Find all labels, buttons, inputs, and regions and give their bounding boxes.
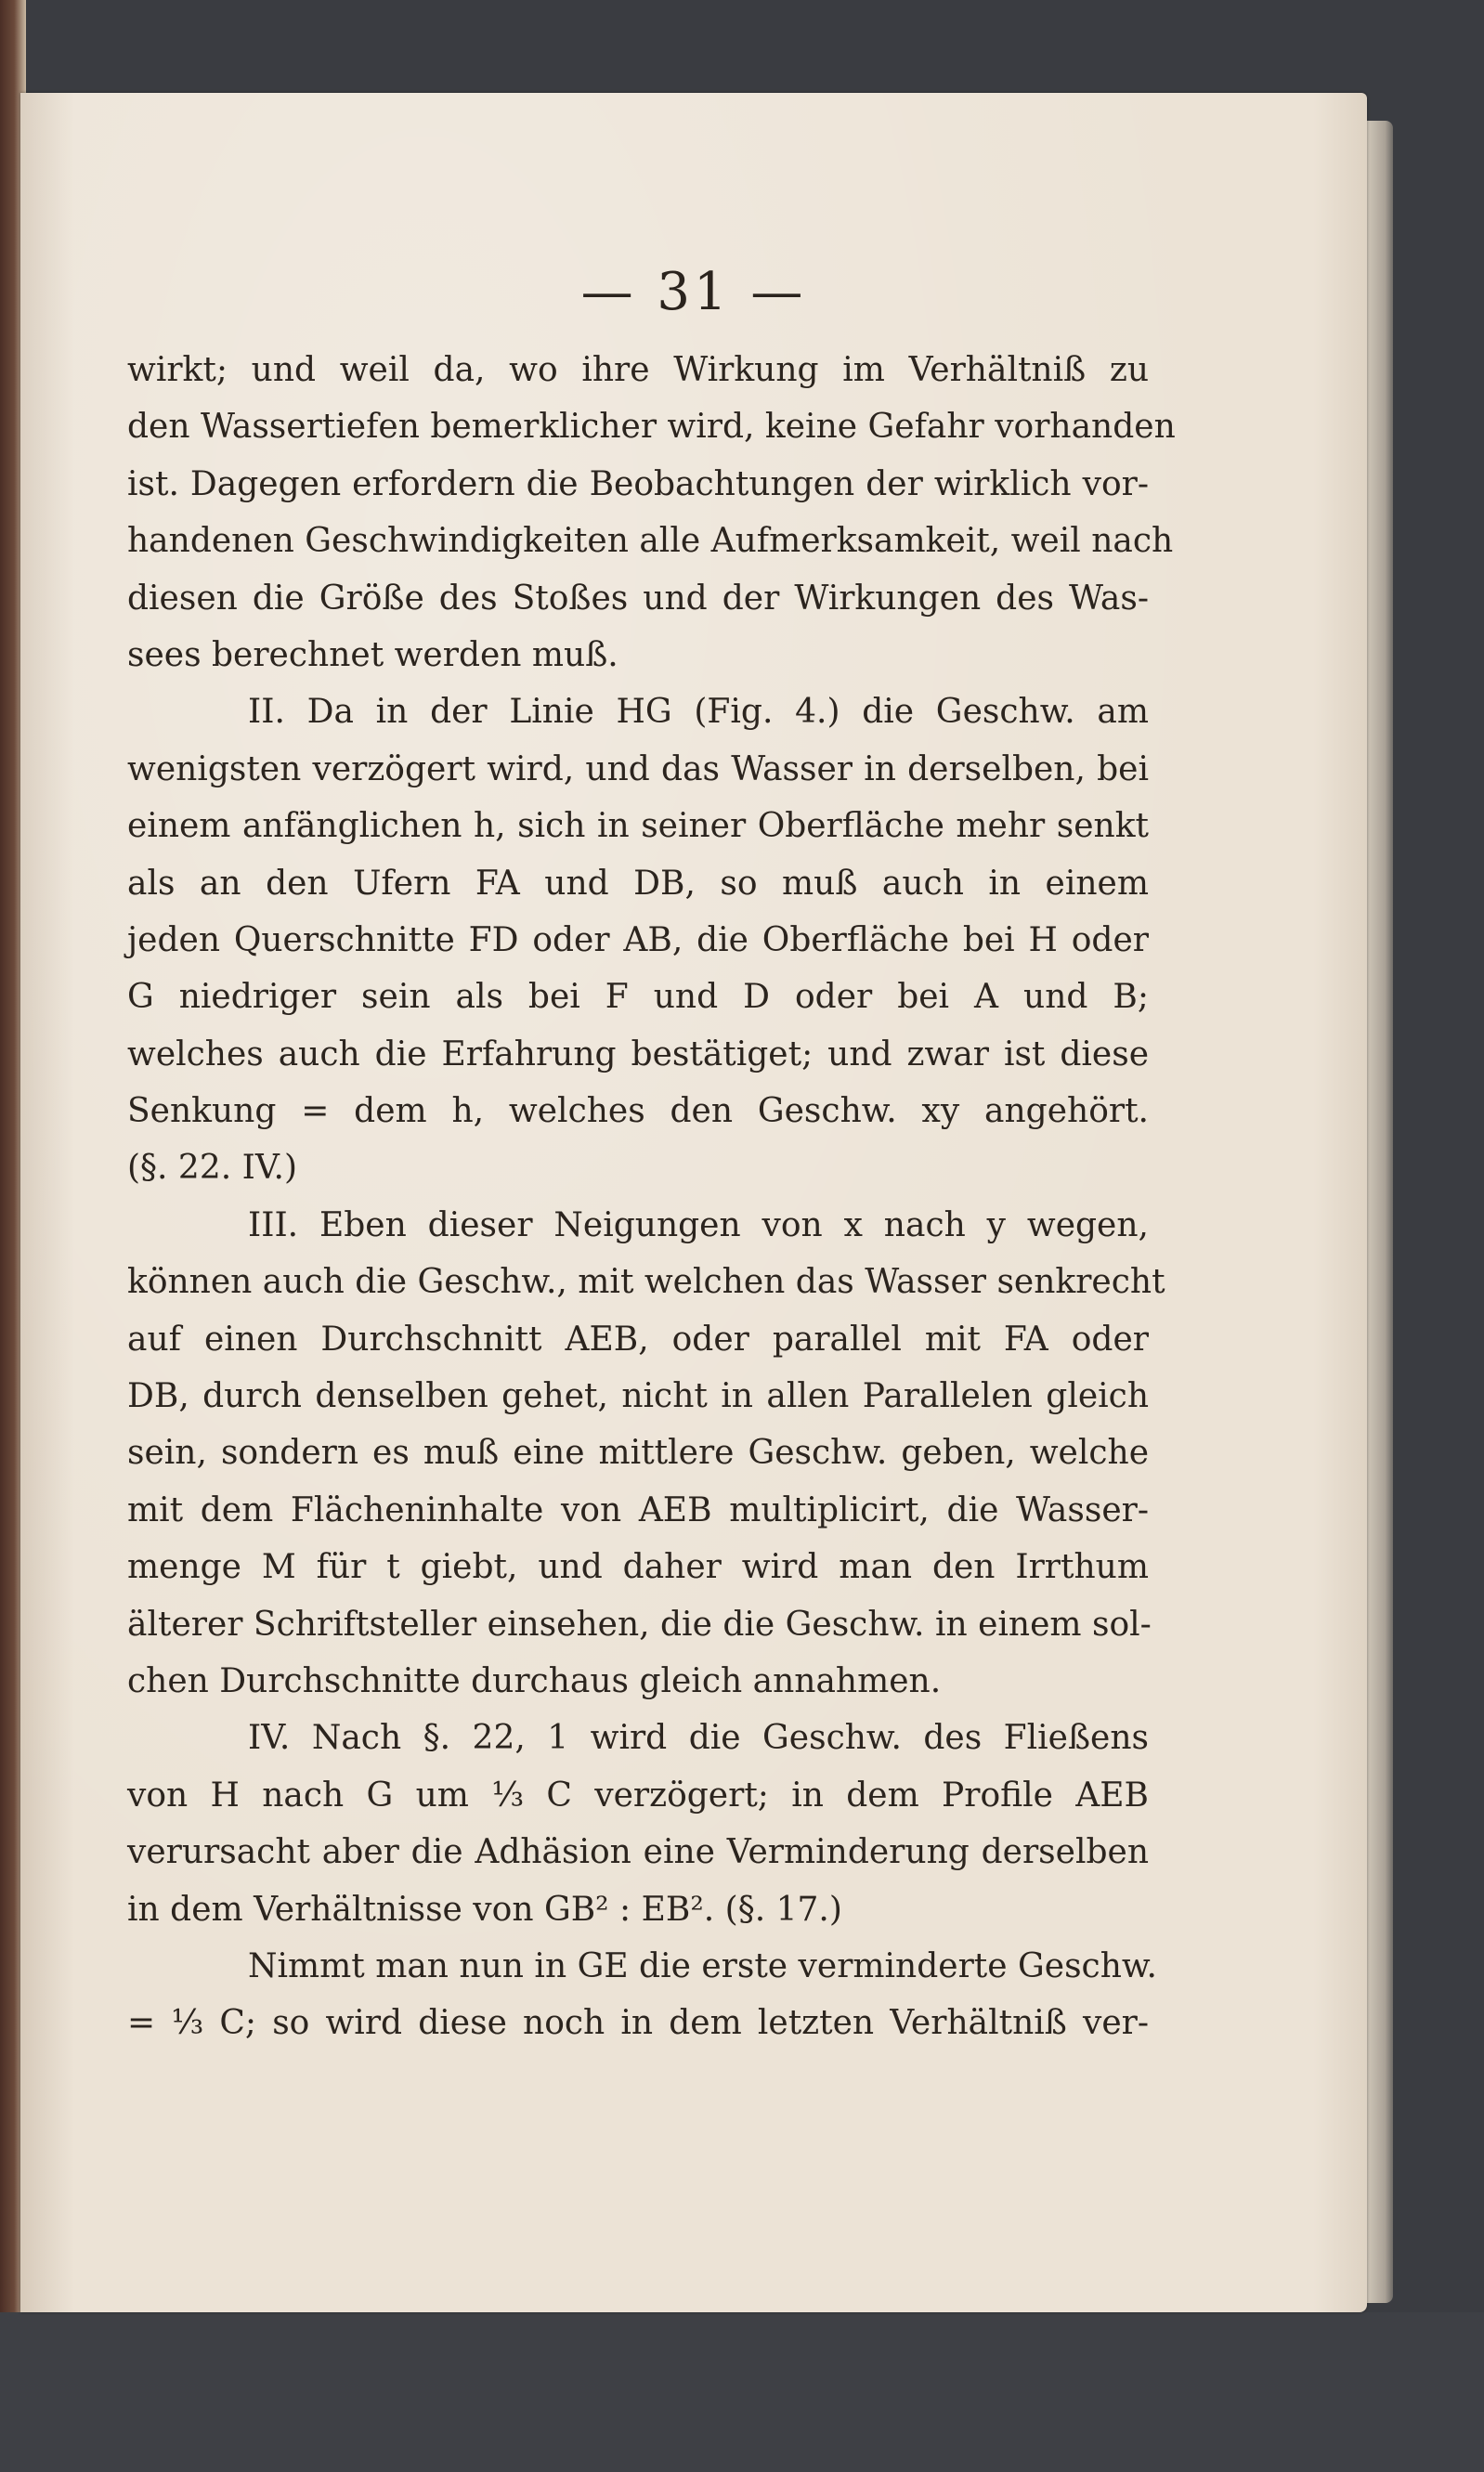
text-line: als an den Ufern FA und DB, so muß auch in einem	[127, 864, 1149, 903]
text-line: (§. 22. IV.)	[127, 1149, 298, 1188]
text-line: diesen die Größe des Stoßes und der Wirkungen des Was-	[127, 579, 1149, 618]
body-text	[127, 342, 1176, 2052]
book-page	[20, 93, 1367, 2312]
text-line: handenen Geschwindigkeiten alle Aufmerksamkeit, weil nach	[127, 522, 1174, 561]
text-line: in dem Verhältnisse von GB² : EB². (§. 17.)	[127, 1890, 842, 1929]
text-line: sees berechnet werden muß.	[127, 635, 618, 674]
section-iii-start: III. Eben dieser Neigungen von x nach y wegen,	[248, 1205, 1149, 1244]
text-line: ist. Dagegen erfordern die Beobachtungen der wirklich vor-	[127, 464, 1149, 503]
text-line: chen Durchschnitte durchaus gleich annahmen.	[127, 1661, 942, 1700]
text-line: Senkung = dem h, welches den Geschw. xy angehört.	[127, 1092, 1149, 1131]
paragraph-start: Nimmt man nun in GE die erste verminderte Geschw.	[248, 1946, 1157, 1985]
page-stack-edge	[1367, 121, 1393, 2303]
text-line: menge M für t giebt, und daher wird man den Irrthum	[127, 1548, 1149, 1587]
text-line: einem anfänglichen h, sich in seiner Oberfläche mehr senkt	[127, 807, 1149, 846]
text-line: wirkt; und weil da, wo ihre Wirkung im Verhältniß zu	[127, 351, 1149, 389]
text-line: verursacht aber die Adhäsion eine Verminderung derselben	[127, 1833, 1149, 1872]
text-line: auf einen Durchschnitt AEB, oder parallel mit FA oder	[127, 1320, 1149, 1359]
text-line: sein, sondern es muß eine mittlere Geschw. geben, welche	[127, 1434, 1149, 1473]
text-line: DB, durch denselben gehet, nicht in allen Parallelen gleich	[127, 1377, 1149, 1416]
text-line: G niedriger sein als bei F und D oder bei A und B;	[127, 978, 1149, 1017]
text-line: wenigsten verzögert wird, und das Wasser in derselben, bei	[127, 749, 1149, 788]
text-line: können auch die Geschw., mit welchen das Wasser senkrecht	[127, 1263, 1165, 1302]
text-line: welches auch die Erfahrung bestätiget; und zwar ist diese	[127, 1034, 1149, 1073]
scan-background	[0, 2312, 1484, 2472]
page-number: — 31 —	[580, 262, 807, 322]
text-line: jeden Querschnitte FD oder AB, die Oberfläche bei H oder	[127, 920, 1149, 959]
text-line: älterer Schriftsteller einsehen, die die Geschw. in einem sol-	[127, 1605, 1152, 1644]
text-line: von H nach G um ⅓ C verzögert; in dem Profile AEB	[127, 1776, 1149, 1815]
section-ii-start: II. Da in der Linie HG (Fig. 4.) die Geschw. am	[248, 693, 1149, 732]
text-line: mit dem Flächeninhalte von AEB multiplicirt, die Wasser-	[127, 1490, 1149, 1529]
text-line: den Wassertiefen bemerklicher wird, keine Gefahr vorhanden	[127, 408, 1176, 447]
text-line: = ⅓ C; so wird diese noch in dem letzten Verhältniß ver-	[127, 2004, 1149, 2043]
section-iv-start: IV. Nach §. 22, 1 wird die Geschw. des Fließens	[248, 1719, 1149, 1758]
